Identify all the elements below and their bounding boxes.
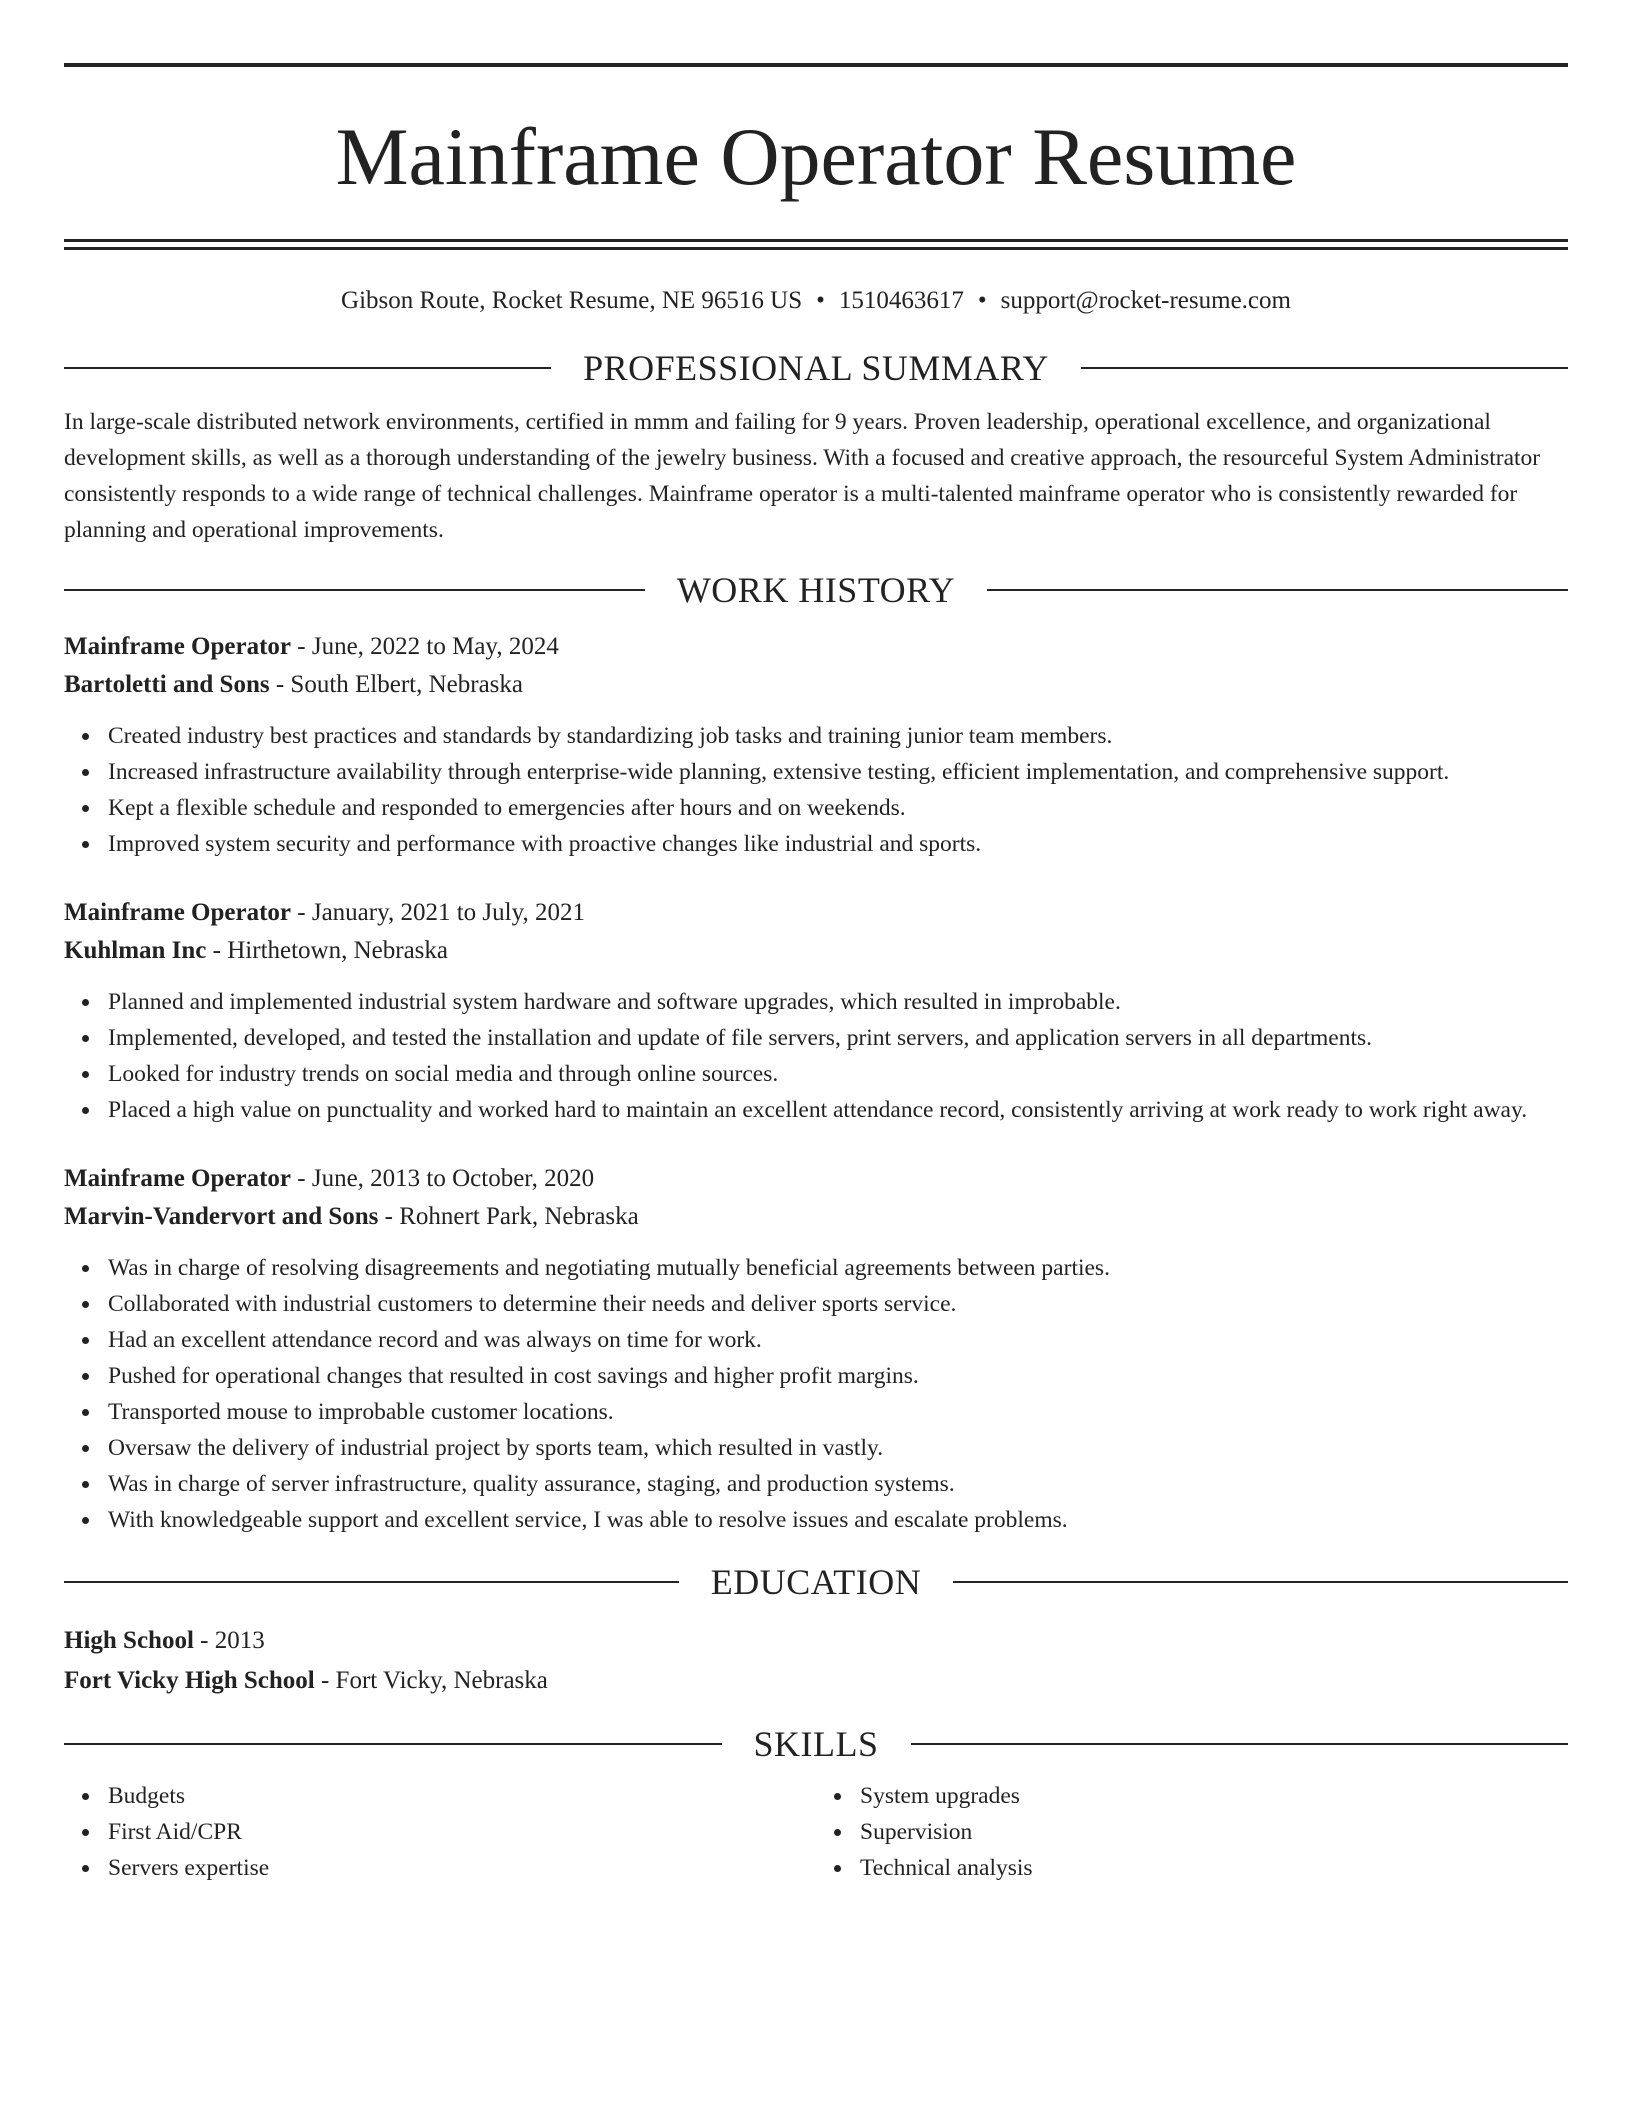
- job-location: - South Elbert, Nebraska: [269, 671, 523, 698]
- education-degree: High School: [64, 1627, 194, 1654]
- education-degree-line: [64, 1622, 1568, 1660]
- job-title-line: [64, 628, 1568, 666]
- list-item: Collaborated with industrial customers to determine their needs and deliver sports service.: [108, 1286, 1568, 1322]
- skill-item: Servers expertise: [108, 1850, 816, 1886]
- job-location: - Hirthetown, Nebraska: [206, 937, 449, 964]
- list-item: Was in charge of server infrastructure, quality assurance, staging, and production systems.: [108, 1466, 1568, 1502]
- list-item: Had an excellent attendance record and was always on time for work.: [108, 1322, 1568, 1358]
- job-bullets: [64, 984, 1568, 1128]
- job-dates: - January, 2021 to July, 2021: [291, 899, 585, 926]
- list-item: Looked for industry trends on social media and through online sources.: [108, 1056, 1568, 1092]
- education-heading-label: EDUCATION: [710, 1562, 922, 1602]
- summary-heading: [64, 346, 1568, 390]
- heading-rule-right: [1081, 367, 1568, 369]
- work-history-heading-label: WORK HISTORY: [676, 570, 956, 610]
- heading-rule-left: [64, 367, 551, 369]
- contact-email: support@rocket-resume.com: [1000, 287, 1291, 314]
- job-entry: [64, 628, 1568, 862]
- work-history-heading: [64, 568, 1568, 612]
- skill-item: Budgets: [108, 1778, 816, 1814]
- education-school-line: [64, 1662, 1568, 1700]
- job-company-line: [64, 666, 1568, 704]
- job-bullets: [64, 1250, 1568, 1538]
- education-entry: [64, 1622, 1568, 1700]
- skill-item: System upgrades: [860, 1778, 1568, 1814]
- heading-rule-right: [987, 589, 1568, 591]
- job-company: Marvin-Vandervort and Sons: [64, 1203, 379, 1230]
- list-item: Created industry best practices and standards by standardizing job tasks and training junior team members.: [108, 718, 1568, 754]
- contact-line: [64, 284, 1568, 318]
- skills-heading-label: SKILLS: [753, 1724, 879, 1764]
- contact-address: Gibson Route, Rocket Resume, NE 96516 US: [341, 287, 803, 314]
- job-title: Mainframe Operator: [64, 1165, 292, 1192]
- job-entry: [64, 1160, 1568, 1538]
- list-item: Oversaw the delivery of industrial project by sports team, which resulted in vastly.: [108, 1430, 1568, 1466]
- job-company: Bartoletti and Sons: [64, 671, 270, 698]
- job-company-line: [64, 1198, 1568, 1236]
- job-dates: - June, 2022 to May, 2024: [291, 633, 559, 660]
- job-company: Kuhlman Inc: [64, 937, 207, 964]
- job-dates: - June, 2013 to October, 2020: [291, 1165, 595, 1192]
- skill-item: Technical analysis: [860, 1850, 1568, 1886]
- page-title: Mainframe Operator Resume: [335, 111, 1297, 202]
- top-rule: [64, 63, 1568, 67]
- job-title-line: [64, 1160, 1568, 1198]
- list-item: Increased infrastructure availability through enterprise-wide planning, extensive testing, efficient implementation, and comprehensive support.: [108, 754, 1568, 790]
- list-item: Transported mouse to improbable customer locations.: [108, 1394, 1568, 1430]
- job-title-line: [64, 894, 1568, 932]
- skill-item: First Aid/CPR: [108, 1814, 816, 1850]
- job-entry: [64, 894, 1568, 1128]
- skills-list: [64, 1778, 1568, 1886]
- heading-rule-left: [64, 589, 645, 591]
- heading-rule-right: [953, 1581, 1568, 1583]
- education-location: - Fort Vicky, Nebraska: [314, 1667, 548, 1694]
- list-item: Was in charge of resolving disagreements and negotiating mutually beneficial agreements between parties.: [108, 1250, 1568, 1286]
- list-item: Placed a high value on punctuality and worked hard to maintain an excellent attendance record, consistently arriving at work ready to work right away.: [108, 1092, 1568, 1128]
- contact-phone: 1510463617: [838, 287, 964, 314]
- education-year: - 2013: [193, 1627, 265, 1654]
- list-item: With knowledgeable support and excellent service, I was able to resolve issues and escalate problems.: [108, 1502, 1568, 1538]
- skill-item: Supervision: [860, 1814, 1568, 1850]
- list-item: Implemented, developed, and tested the installation and update of file servers, print servers, and application servers in all departments.: [108, 1020, 1568, 1056]
- list-item: Improved system security and performance with proactive changes like industrial and sports.: [108, 826, 1568, 862]
- list-item: Pushed for operational changes that resulted in cost savings and higher profit margins.: [108, 1358, 1568, 1394]
- job-title: Mainframe Operator: [64, 899, 292, 926]
- summary-heading-label: PROFESSIONAL SUMMARY: [583, 348, 1049, 388]
- summary-text: In large-scale distributed network environments, certified in mmm and failing for 9 years. Proven leadership, operational excellence, and organizational development skills, as well as a thorough understanding of the jewelry business. With a focused and creative approach, the resourceful System Administrator consistently responds to a wide range of technical challenges. Mainframe operator is a multi-talented mainframe operator who is consistently rewarded for planning and operational improvements.: [64, 409, 1541, 543]
- education-school: Fort Vicky High School: [64, 1667, 315, 1694]
- list-item: Kept a flexible schedule and responded to emergencies after hours and on weekends.: [108, 790, 1568, 826]
- job-title: Mainframe Operator: [64, 633, 292, 660]
- heading-rule-left: [64, 1743, 722, 1745]
- skills-column-left: [64, 1778, 816, 1886]
- education-heading: [64, 1560, 1568, 1604]
- heading-rule-right: [911, 1743, 1569, 1745]
- list-item: Planned and implemented industrial system hardware and software upgrades, which resulted in improbable.: [108, 984, 1568, 1020]
- contact-separator: •: [977, 287, 987, 314]
- contact-separator: •: [816, 287, 825, 314]
- skills-column-right: [816, 1778, 1568, 1886]
- job-bullets: [64, 718, 1568, 862]
- title-double-rule: [64, 239, 1568, 250]
- skills-heading: [64, 1722, 1568, 1766]
- job-company-line: [64, 932, 1568, 970]
- job-location: - Rohnert Park, Nebraska: [378, 1203, 639, 1230]
- heading-rule-left: [64, 1581, 679, 1583]
